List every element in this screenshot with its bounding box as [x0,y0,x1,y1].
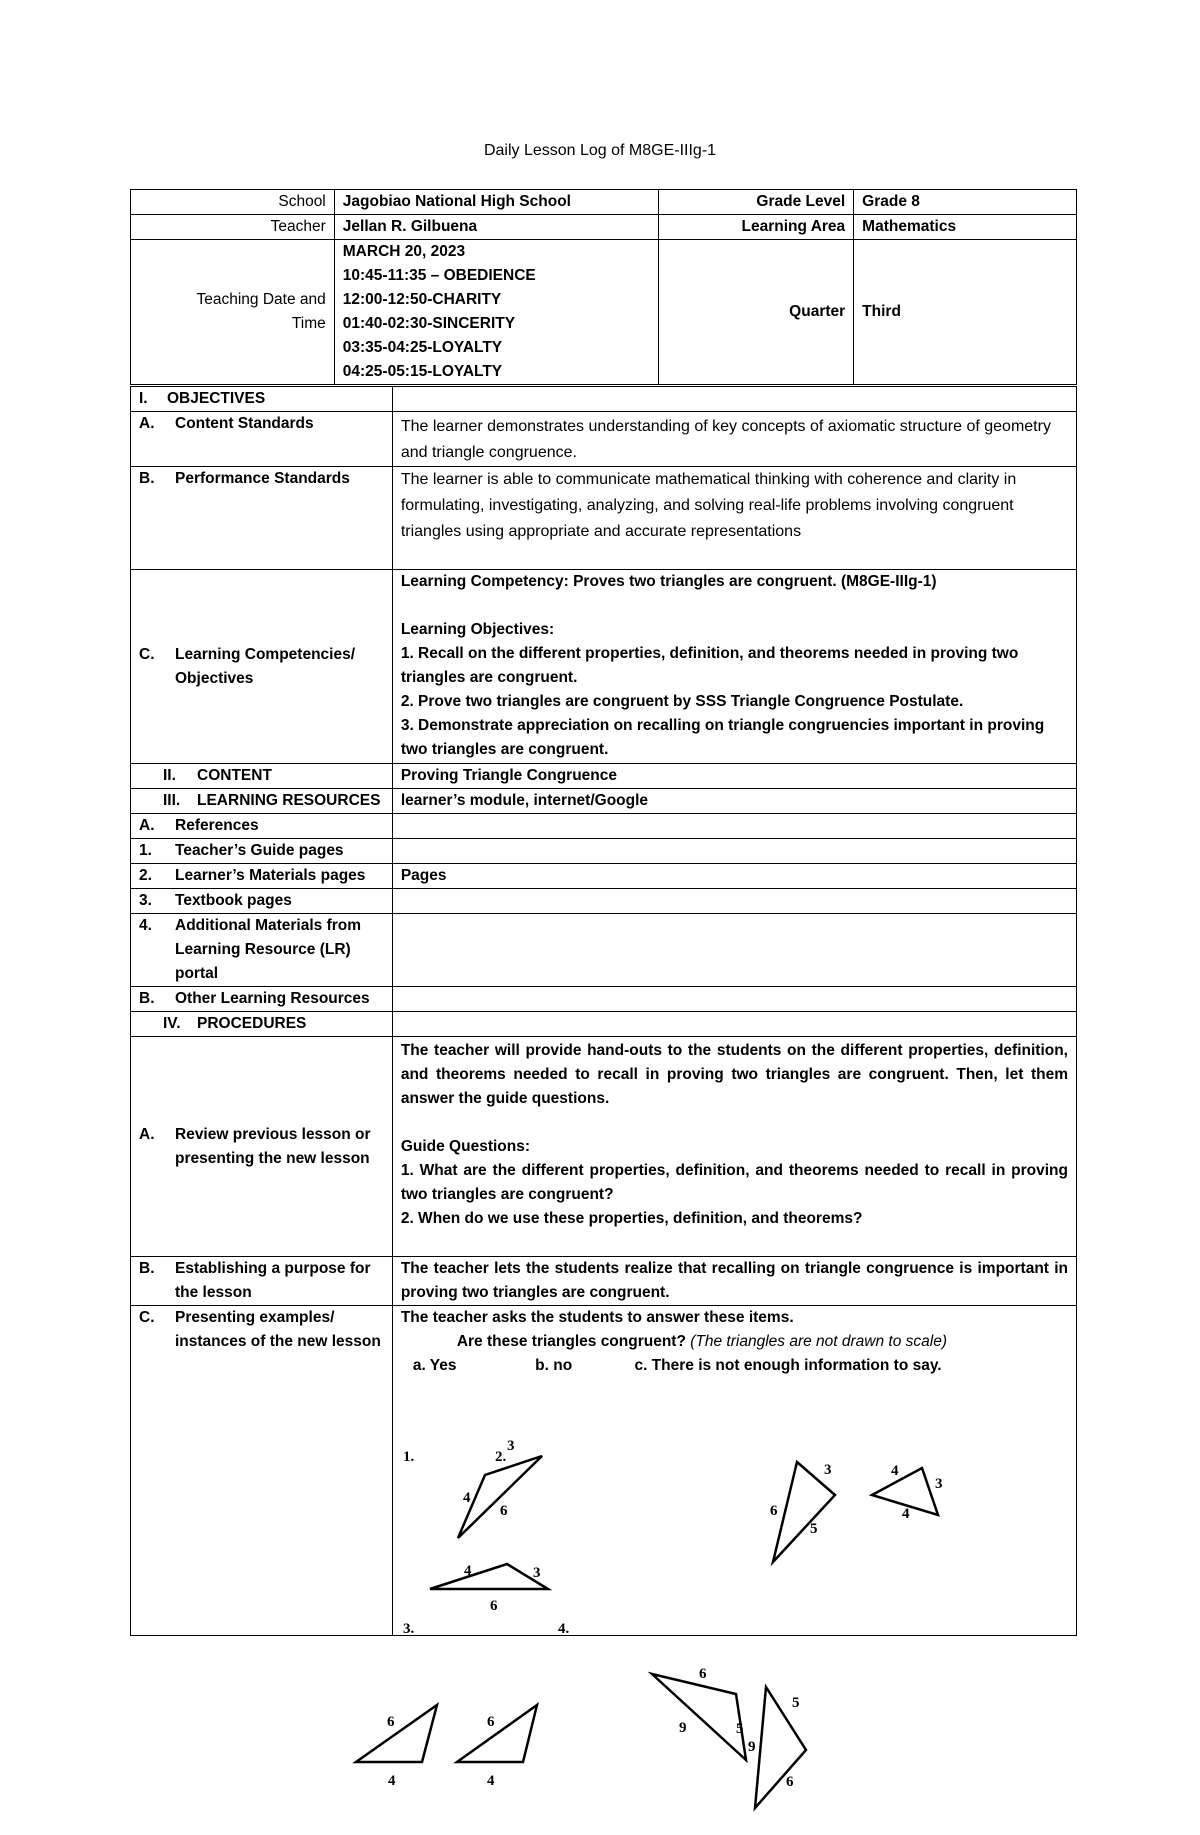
resources-value: learner’s module, internet/Google [392,789,1076,814]
examples-label: Presenting examples/ instances of the new lesson [175,1309,381,1350]
side-label: 5 [736,1721,744,1737]
textbook-row [131,889,1077,914]
performance-standards-row [131,467,1077,570]
learning-area-label: Learning Area [659,215,854,240]
review-label: Review previous lesson or presenting the new lesson [175,1125,371,1167]
item-number: C. [139,645,155,663]
section-label: PROCEDURES [197,1015,307,1032]
item-number: C. [139,1309,155,1326]
side-label: 6 [770,1503,778,1519]
content-standards-row [131,412,1077,467]
item-number: 4. [139,917,152,934]
schedule-slot: 10:45-11:35 – OBEDIENCE [342,267,536,284]
objectives-row [131,387,1077,412]
performance-standards-label: Performance Standards [175,470,350,487]
teacher-value: Jellan R. Gilbuena [334,215,659,240]
item-number: B. [139,470,155,487]
school-label: School [131,190,335,215]
content-standards-label: Content Standards [175,415,314,432]
item-number: 3. [139,892,152,909]
school-value: Jagobiao National High School [334,190,659,215]
section-number: IV. [163,1015,181,1032]
answer-options [401,1354,1068,1378]
learners-materials-row [131,864,1077,889]
schedule-slot: 03:35-04:25-LOYALTY [342,339,503,356]
learning-area-value: Mathematics [854,215,1077,240]
guide-question: 2. When do we use these properties, definition, and theorems? [400,1210,863,1227]
item-number: A. [139,817,155,834]
side-label: 4 [388,1773,396,1789]
resources-row [131,789,1077,814]
procedures-row [131,1012,1077,1037]
schedule-slot: 04:25-05:15-LOYALTY [342,363,503,380]
side-label: 6 [500,1503,508,1519]
textbook-label: Textbook pages [175,892,292,909]
objective-item: 2. Prove two triangles are congruent by SSS Triangle Congruence Postulate. [400,693,964,710]
item-label-2: 2. [495,1449,507,1465]
item-number: B. [139,990,155,1007]
learning-competency: Learning Competency: Proves two triangles are congruent. (M8GE-IIIg-1) [400,573,937,590]
side-label: 9 [679,1720,687,1736]
references-row [131,814,1077,839]
item-number: A. [139,1125,155,1143]
side-label: 4 [902,1506,910,1522]
side-label: 3 [533,1565,541,1581]
content-row [131,764,1077,789]
item-label-1: 1. [403,1449,415,1465]
teachers-guide-label: Teacher’s Guide pages [175,842,344,859]
objective-item: 1. Recall on the different properties, definition, and theorems needed in proving two triangles are congruent. [400,645,1019,686]
side-label: 4 [891,1463,899,1479]
additional-materials-label: Additional Materials from Learning Resource (LR) portal [175,917,362,982]
section-number: I. [139,390,148,407]
side-label: 9 [748,1739,756,1755]
school-row [131,190,1077,215]
references-label: References [175,817,259,834]
item-number: 2. [139,867,152,884]
review-text: The teacher will provide hand-outs to the students on the different properties, definition, and theorems needed to recall in proving two triangles are congruent. Then, let them answer the guide questions. [400,1042,1068,1107]
quarter-value: Third [854,240,1077,385]
performance-standards-text: The learner is able to communicate mathematical thinking with coherence and clarity in formulating, investigating, analyzing, and solving real-life problems involving congruent triangles using appropriate and accurate representations [392,467,1076,570]
triangle-1a [458,1456,542,1538]
schedule-slot: 12:00-12:50-CHARITY [342,291,502,308]
quarter-label: Quarter [659,240,854,385]
competencies-row [131,570,1077,764]
examples-question-line [401,1330,1068,1354]
option-a: a. Yes [412,1357,457,1374]
date-label-line1: Teaching Date and [196,291,326,308]
section-number: II. [163,767,176,784]
additional-materials-row [131,914,1077,987]
teachers-guide-row [131,839,1077,864]
objective-item: 3. Demonstrate appreciation on recalling on triangle congruencies important in proving two triangles are congruent. [400,717,1045,758]
triangle-figures [130,1420,1090,1820]
section-label: OBJECTIVES [167,390,266,407]
examples-note: (The triangles are not drawn to scale) [690,1333,947,1350]
purpose-text: The teacher lets the students realize that recalling on triangle congruence is important in proving two triangles are congruent. [392,1257,1076,1306]
objectives-heading-text: Learning Objectives: [400,621,555,638]
side-label: 6 [387,1714,395,1730]
section-label: CONTENT [197,767,272,784]
side-label: 5 [810,1521,818,1537]
item-label-4: 4. [558,1621,570,1637]
guide-questions-heading: Guide Questions: [400,1138,531,1155]
review-row [131,1037,1077,1257]
triangle-5a [652,1674,746,1760]
examples-intro: The teacher asks the students to answer these items. [400,1309,794,1326]
date-label-line2: Time [291,315,326,332]
item-number: B. [139,1260,155,1277]
date-label [131,240,335,385]
schedule-cell [334,240,659,385]
item-number: A. [139,415,155,432]
purpose-label: Establishing a purpose for the lesson [175,1260,371,1301]
date-row [131,240,1077,385]
examples-question: Are these triangles congruent? [456,1333,686,1350]
teacher-label: Teacher [131,215,335,240]
competencies-label: Learning Competencies/ Objectives [175,645,356,687]
other-resources-label: Other Learning Resources [175,990,370,1007]
section-label: LEARNING RESOURCES [197,792,381,809]
option-b: b. no [535,1357,573,1374]
grade-level-value: Grade 8 [854,190,1077,215]
side-label: 6 [699,1666,707,1682]
learners-materials-value: Pages [392,864,1076,889]
other-resources-row [131,987,1077,1012]
grade-level-label: Grade Level [659,190,854,215]
competencies-cell [392,570,1076,764]
review-cell [392,1037,1076,1257]
item-number: 1. [139,842,152,859]
page-title: Daily Lesson Log of M8GE-IIIg-1 [483,142,717,159]
side-label: 4 [487,1773,495,1789]
guide-question: 1. What are the different properties, definition, and theorems needed to recall in proving two triangles are congruent? [400,1162,1068,1203]
header-table [130,189,1077,385]
content-value: Proving Triangle Congruence [392,764,1076,789]
side-label: 6 [490,1598,498,1614]
learners-materials-label: Learner’s Materials pages [175,867,366,884]
purpose-row [131,1257,1077,1306]
schedule-slot: 01:40-02:30-SINCERITY [342,315,516,332]
side-label: 4 [463,1490,471,1506]
triangle-3 [356,1705,437,1762]
side-label: 3 [507,1438,515,1454]
side-label: 3 [935,1476,943,1492]
side-label: 3 [824,1462,832,1478]
side-label: 5 [792,1695,800,1711]
objectives-heading [131,387,393,412]
schedule-date: MARCH 20, 2023 [342,243,466,260]
section-number: III. [163,792,181,809]
side-label: 6 [786,1774,794,1790]
content-standards-text: The learner demonstrates understanding of key concepts of axiomatic structure of geometry and triangle congruence. [392,412,1076,467]
teacher-row [131,215,1077,240]
item-label-3: 3. [403,1621,415,1637]
triangle-1b [430,1564,548,1589]
side-label: 6 [487,1714,495,1730]
side-label: 4 [464,1563,472,1579]
option-c: c. There is not enough information to say. [634,1357,942,1374]
triangle-4 [457,1705,537,1762]
